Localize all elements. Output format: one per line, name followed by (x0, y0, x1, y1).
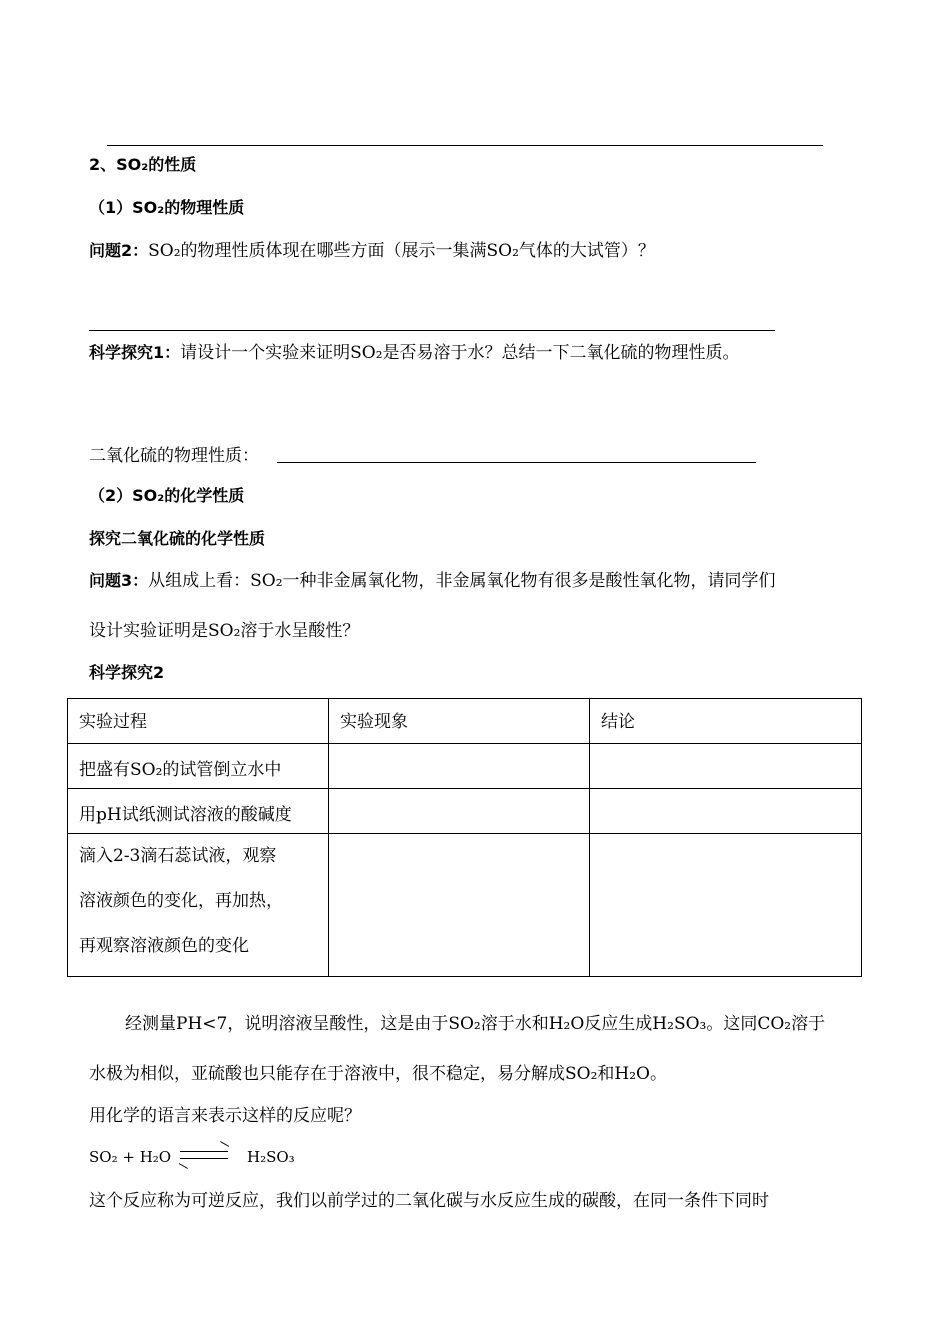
question-3-line1: 从组成上看：SO₂一种非金属氧化物，非金属氧化物有很多是酸性氧化物，请同学们 (148, 571, 776, 591)
reversible-arrow-backward (180, 1158, 228, 1159)
top-answer-line (107, 145, 823, 146)
experiment-table (67, 698, 862, 977)
reversible-arrow-forward (180, 1151, 228, 1152)
question-2 (89, 243, 655, 260)
header-conclusion: 结论 (590, 699, 862, 744)
conclusion-cell (590, 789, 862, 834)
science-explore-1 (89, 345, 740, 362)
science-explore-2-title: 科学探究2 (89, 663, 165, 682)
conclusion-cell (590, 744, 862, 789)
table-header-row (68, 699, 862, 744)
paragraph-1-line1: 经测量PH<7，说明溶液呈酸性，这是由于SO₂溶于水和H₂O反应生成H₂SO₃。这同CO₂溶于 (125, 1014, 826, 1034)
subsection-chemical-title: （2）SO₂的化学性质 (89, 486, 245, 505)
explore-chemical-title: 探究二氧化硫的化学性质 (89, 529, 266, 548)
section-title: 2、SO₂的性质 (89, 155, 197, 174)
process-cell: 把盛有SO₂的试管倒立水中 (68, 744, 329, 789)
table-row (68, 834, 862, 977)
science-explore-1-label: 科学探究1： (89, 343, 181, 362)
table-row (68, 789, 862, 834)
table-row (68, 744, 862, 789)
paragraph-1-line2: 水极为相似，亚硫酸也只能存在于溶液中，很不稳定，易分解成SO₂和H₂O。 (89, 1064, 667, 1084)
process-line: 溶液颜色的变化，再加热， (79, 891, 283, 911)
question-2-answer-line (89, 330, 775, 331)
question-3-line2: 设计实验证明是SO₂溶于水呈酸性？ (89, 621, 360, 641)
question-2-text: SO₂的物理性质体现在哪些方面（展示一集满SO₂气体的大试管）？ (148, 241, 655, 261)
header-phenomenon: 实验现象 (329, 699, 590, 744)
phenomenon-cell (329, 744, 590, 789)
question-3 (89, 573, 776, 590)
physical-property-answer-line (277, 462, 756, 463)
chemical-language-question: 用化学的语言来表示这样的反应呢？ (89, 1106, 361, 1126)
process-cell: 用pH试纸测试溶液的酸碱度 (68, 789, 329, 834)
header-process: 实验过程 (68, 699, 329, 744)
phenomenon-cell (329, 789, 590, 834)
equation-left: SO₂ + H₂O (89, 1148, 172, 1166)
paragraph-2: 这个反应称为可逆反应，我们以前学过的二氧化碳与水反应生成的碳酸，在同一条件下同时 (89, 1191, 769, 1211)
science-explore-1-text: 请设计一个实验来证明SO₂是否易溶于水？总结一下二氧化硫的物理性质。 (180, 343, 740, 363)
phenomenon-cell (329, 834, 590, 977)
conclusion-cell (590, 834, 862, 977)
question-3-label: 问题3： (89, 571, 149, 590)
question-2-label: 问题2： (89, 241, 149, 260)
subsection-physical-title: （1）SO₂的物理性质 (89, 198, 245, 217)
process-line: 滴入2-3滴石蕊试液，观察 (79, 846, 277, 866)
physical-property-label: 二氧化硫的物理性质： (89, 446, 259, 466)
process-cell-multiline (68, 834, 329, 977)
equation-right: H₂SO₃ (247, 1148, 295, 1166)
process-line: 再观察溶液颜色的变化 (79, 936, 249, 956)
